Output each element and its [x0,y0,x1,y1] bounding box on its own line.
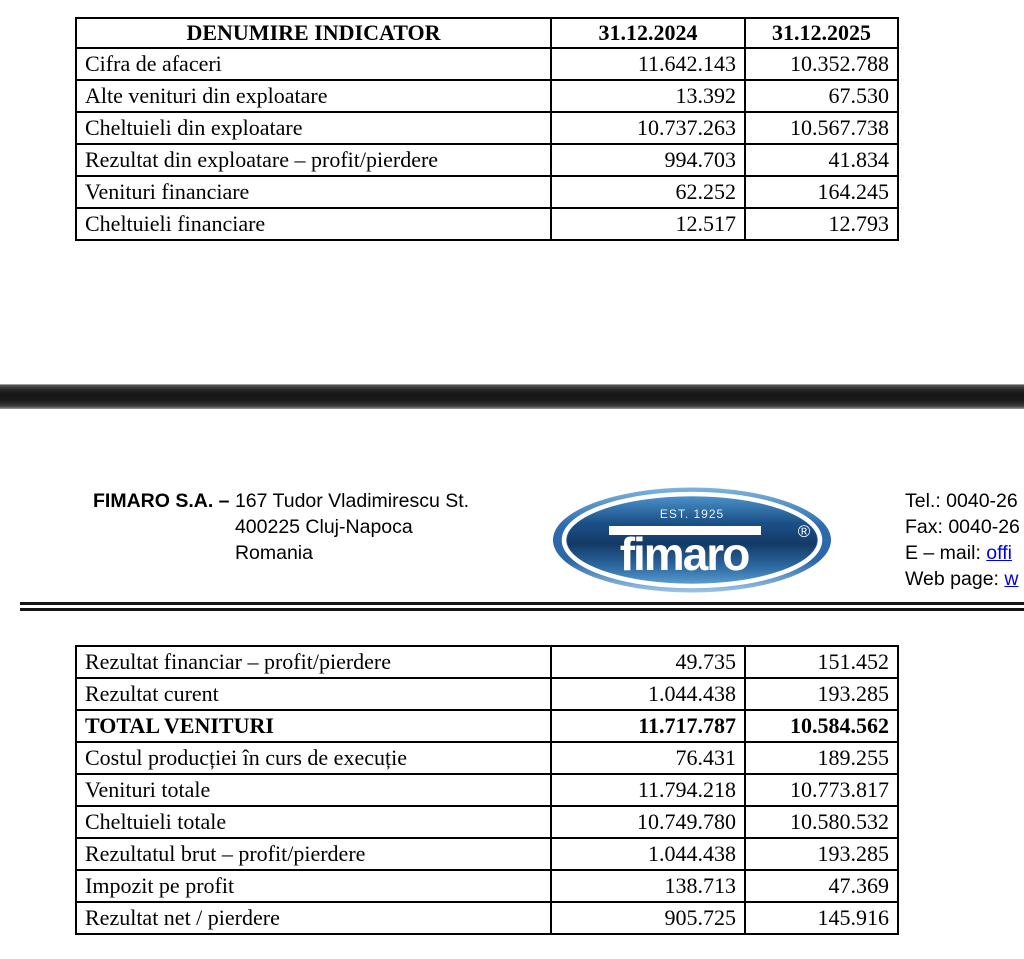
page-break-bar [0,384,1024,409]
value-2024: 76.431 [551,742,745,774]
table-row [76,902,898,934]
header-denumire-indicator: DENUMIRE INDICATOR [76,18,551,48]
indicator-label: Alte venituri din exploatare [76,80,551,112]
indicator-label: Rezultat net / pierdere [76,902,551,934]
value-2025: 41.834 [745,144,898,176]
table-row [76,144,898,176]
indicator-label: TOTAL VENITURI [76,710,551,742]
logo-wordmark: fimaro [619,528,749,580]
indicator-label: Cheltuieli financiare [76,208,551,240]
value-2025: 151.452 [745,646,898,678]
table-row [76,838,898,870]
table-row [76,646,898,678]
value-2024: 11.642.143 [551,48,745,80]
value-2024: 62.252 [551,176,745,208]
value-2025: 10.352.788 [745,48,898,80]
indicator-label: Costul producției în curs de execuție [76,742,551,774]
address-line-country: Romania [234,542,313,564]
value-2024: 10.749.780 [551,806,745,838]
indicators-table-page2 [75,645,899,935]
table-header-row [76,18,898,48]
value-2024: 49.735 [551,646,745,678]
header-date-2024: 31.12.2024 [551,18,745,48]
indicator-label: Venituri totale [76,774,551,806]
table-row [76,742,898,774]
value-2024: 1.044.438 [551,838,745,870]
value-2025: 10.584.562 [745,710,898,742]
value-2024: 13.392 [551,80,745,112]
indicator-label: Rezultatul brut – profit/pierdere [76,838,551,870]
value-2025: 67.530 [745,80,898,112]
value-2024: 994.703 [551,144,745,176]
value-2025: 10.773.817 [745,774,898,806]
contact-web-link[interactable]: w [1004,568,1019,590]
table-row [76,806,898,838]
letterhead-divider [20,602,1024,611]
value-2024: 1.044.438 [551,678,745,710]
value-2024: 138.713 [551,870,745,902]
value-2024: 12.517 [551,208,745,240]
value-2025: 164.245 [745,176,898,208]
table-row [76,870,898,902]
contact-email-label: E – mail: [905,542,987,564]
contact-tel: Tel.: 0040-26 [905,490,1018,512]
header-date-2025: 31.12.2025 [745,18,898,48]
table-row [76,48,898,80]
contact-web-line [905,566,1020,592]
fimaro-logo-icon [552,487,832,593]
indicator-label: Rezultat din exploatare – profit/pierdere [76,144,551,176]
indicator-label: Cheltuieli din exploatare [76,112,551,144]
table-row [76,112,898,144]
letterhead-contact-block [905,488,1020,592]
indicator-label: Rezultat curent [76,678,551,710]
value-2025: 10.567.738 [745,112,898,144]
value-2025: 193.285 [745,678,898,710]
indicator-label: Venituri financiare [76,176,551,208]
indicator-label: Impozit pe profit [76,870,551,902]
contact-email-link[interactable]: offi [986,542,1012,564]
table-row [76,80,898,112]
table-row [76,678,898,710]
value-2025: 189.255 [745,742,898,774]
logo-established-text: EST. 1925 [659,507,725,521]
contact-web-label: Web page: [905,568,1005,590]
value-2024: 11.794.218 [551,774,745,806]
address-line-street: 167 Tudor Vladimirescu St. [234,490,470,512]
value-2024: 905.725 [551,902,745,934]
indicator-label: Cifra de afaceri [76,48,551,80]
table-row-total-venituri [76,710,898,742]
indicator-label: Cheltuieli totale [76,806,551,838]
table-row [76,176,898,208]
value-2024: 11.717.787 [551,710,745,742]
value-2025: 10.580.532 [745,806,898,838]
company-name: FIMARO S.A. – [93,490,235,512]
registered-trademark-icon: ® [797,522,811,541]
table-row [76,774,898,806]
indicator-label: Rezultat financiar – profit/pierdere [76,646,551,678]
fimaro-logo [552,487,832,593]
value-2025: 47.369 [745,870,898,902]
contact-fax: Fax: 0040-26 [905,516,1020,538]
value-2025: 193.285 [745,838,898,870]
value-2024: 10.737.263 [551,112,745,144]
value-2025: 12.793 [745,208,898,240]
table-row [76,208,898,240]
letterhead-address-block [93,488,469,566]
address-line-city: 400225 Cluj-Napoca [234,516,413,538]
indicators-table-page1 [75,17,899,241]
value-2025: 145.916 [745,902,898,934]
contact-email-line [905,540,1020,566]
